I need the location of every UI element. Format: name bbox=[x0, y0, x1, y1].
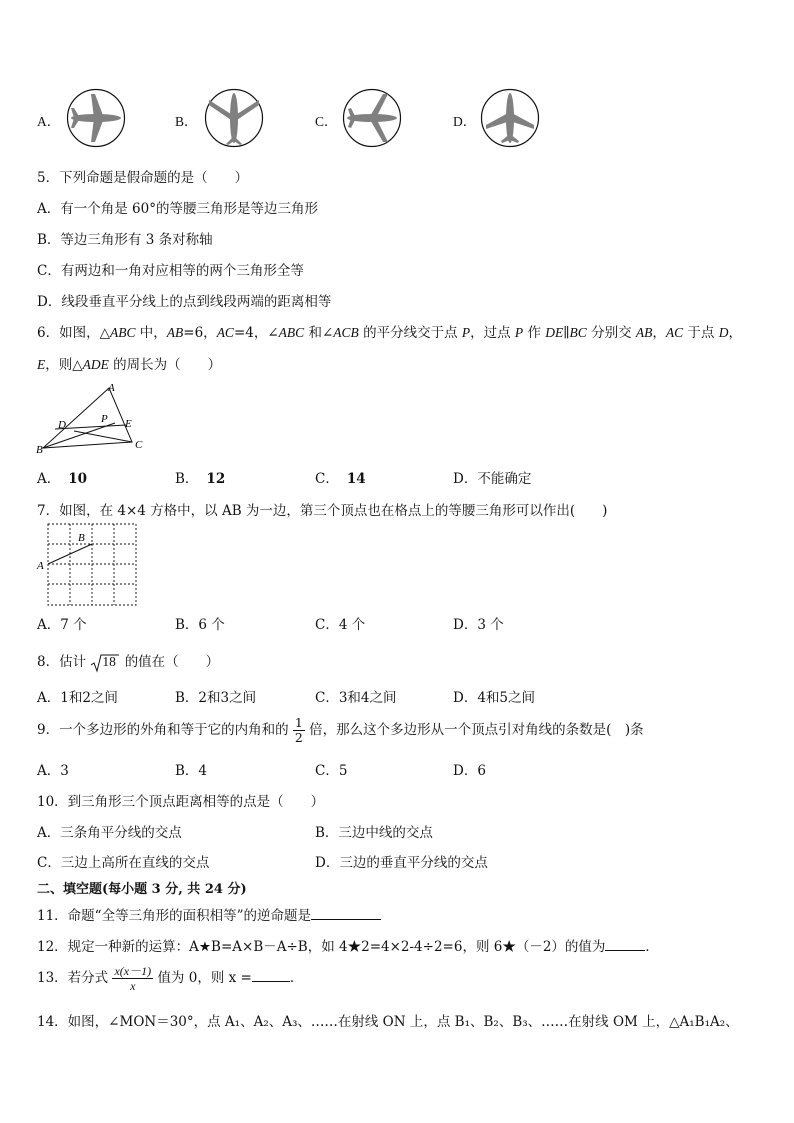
q6-label-d: D bbox=[58, 419, 66, 431]
q5-option-b: B．等边三角形有 3 条对称轴 bbox=[37, 232, 213, 248]
q7-label-a: A bbox=[37, 560, 44, 572]
q9-option-c: C．5 bbox=[315, 763, 348, 779]
q7-option-c: C．4 个 bbox=[315, 617, 366, 633]
q8-option-b: B．2和3之间 bbox=[175, 690, 257, 706]
q7-option-b: B．6 个 bbox=[175, 617, 225, 633]
q5-option-a: A．有一个角是 60°的等腰三角形是等边三角形 bbox=[37, 201, 318, 217]
q8-option-d: D．4和5之间 bbox=[453, 690, 536, 706]
q6-triangle-figure bbox=[34, 380, 154, 456]
question-11: 11．命题“全等三角形的面积相等”的逆命题是 bbox=[37, 904, 381, 924]
q5-option-c: C．有两边和一角对应相等的两个三角形全等 bbox=[37, 263, 304, 279]
q8-option-a: A．1和2之间 bbox=[37, 690, 118, 706]
q7-option-d: D．3 个 bbox=[453, 617, 504, 633]
q6-stem-line2: E，则△ADE 的周长为（ ） bbox=[37, 357, 222, 373]
q9-option-d: D．6 bbox=[453, 763, 486, 779]
q10-option-c: C．三边上高所在直线的交点 bbox=[37, 855, 210, 871]
q9-fraction: $\frac{1}{2}$ bbox=[294, 715, 303, 745]
q12-answer-blank bbox=[605, 936, 645, 951]
q4-option-c-label: C． bbox=[315, 114, 338, 129]
q13-answer-blank bbox=[252, 967, 290, 982]
q10-stem: 10．到三角形三个顶点距离相等的点是（ ） bbox=[37, 794, 325, 810]
q4-option-b-airplane-image bbox=[204, 88, 264, 148]
q4-option-b-label: B． bbox=[175, 114, 198, 129]
q9-stem: 9．一个多边形的外角和等于它的内角和的 $\frac{1}{2}$ 倍，那么这个多边形从一个顶点引对角线的条数是( )条 bbox=[37, 715, 644, 745]
q6-label-e: E bbox=[125, 418, 132, 430]
q8-stem: 8．估计 18 的值在（ ） bbox=[37, 650, 219, 673]
q6-label-p: P bbox=[101, 413, 108, 425]
q6-stem-line1: 6．如图，△ABC 中，AB=6，AC=4，∠ABC 和∠ACB 的平分线交于点 P，过点 P 作 DE∥BC 分别交 AB，AC 于点 D， bbox=[37, 325, 742, 341]
question-13: 13．若分式 $\frac{x(x-1)}{x}$ 值为 0，则 x = ． bbox=[37, 964, 304, 993]
q9-option-a: A．3 bbox=[37, 763, 69, 779]
q6-option-b: B． 12 bbox=[175, 471, 226, 487]
q10-option-a: A．三条角平分线的交点 bbox=[37, 825, 182, 841]
q8-option-c: C．3和4之间 bbox=[315, 690, 397, 706]
q7-label-b: B bbox=[78, 532, 85, 544]
q8-sqrt-expression bbox=[90, 653, 120, 673]
q10-option-d: D．三边的垂直平分线的交点 bbox=[315, 855, 488, 871]
q11-answer-blank bbox=[311, 905, 381, 920]
q7-grid-figure bbox=[36, 522, 138, 608]
q6-option-a: A． 10 bbox=[37, 471, 88, 487]
q4-option-a-airplane-image bbox=[66, 88, 126, 148]
q4-option-c-airplane-image bbox=[342, 88, 402, 148]
q4-option-a-label: A． bbox=[37, 114, 61, 129]
q8-radicand: 18 bbox=[102, 653, 116, 669]
question-12: 12．规定一种新的运算：A★B=A×B－A÷B，如 4★2=4×2-4÷2=6，则 6★（－2）的值为 ． bbox=[37, 935, 659, 955]
section-2-title: 二、填空题(每小题 3 分, 共 24 分) bbox=[37, 882, 247, 897]
q9-option-b: B．4 bbox=[175, 763, 208, 779]
q7-option-a: A．7 个 bbox=[37, 617, 87, 633]
q4-option-d-airplane-image bbox=[480, 88, 540, 148]
q4-option-d-label: D． bbox=[453, 114, 477, 129]
q6-label-b: B bbox=[36, 444, 43, 456]
q13-fraction: $\frac{x(x-1)}{x}$ bbox=[114, 964, 152, 993]
question-14: 14．如图，∠MON＝30°，点 A₁、A₂、A₃、……在射线 ON 上，点 B₁、B₂、B₃、……在射线 OM 上，△A₁B₁A₂、 bbox=[37, 1014, 739, 1030]
q6-label-c: C bbox=[135, 439, 143, 451]
q6-option-d: D．不能确定 bbox=[453, 471, 532, 487]
q6-label-a: A bbox=[108, 382, 115, 394]
q7-stem: 7．如图，在 4×4 方格中，以 AB 为一边，第三个顶点也在格点上的等腰三角形可以作出( ) bbox=[37, 503, 608, 519]
q6-option-c: C． 14 bbox=[315, 471, 366, 487]
q5-stem: 5．下列命题是假命题的是（ ） bbox=[37, 170, 249, 186]
q5-option-d: D．线段垂直平分线上的点到线段两端的距离相等 bbox=[37, 294, 332, 310]
q10-option-b: B．三边中线的交点 bbox=[315, 825, 433, 841]
